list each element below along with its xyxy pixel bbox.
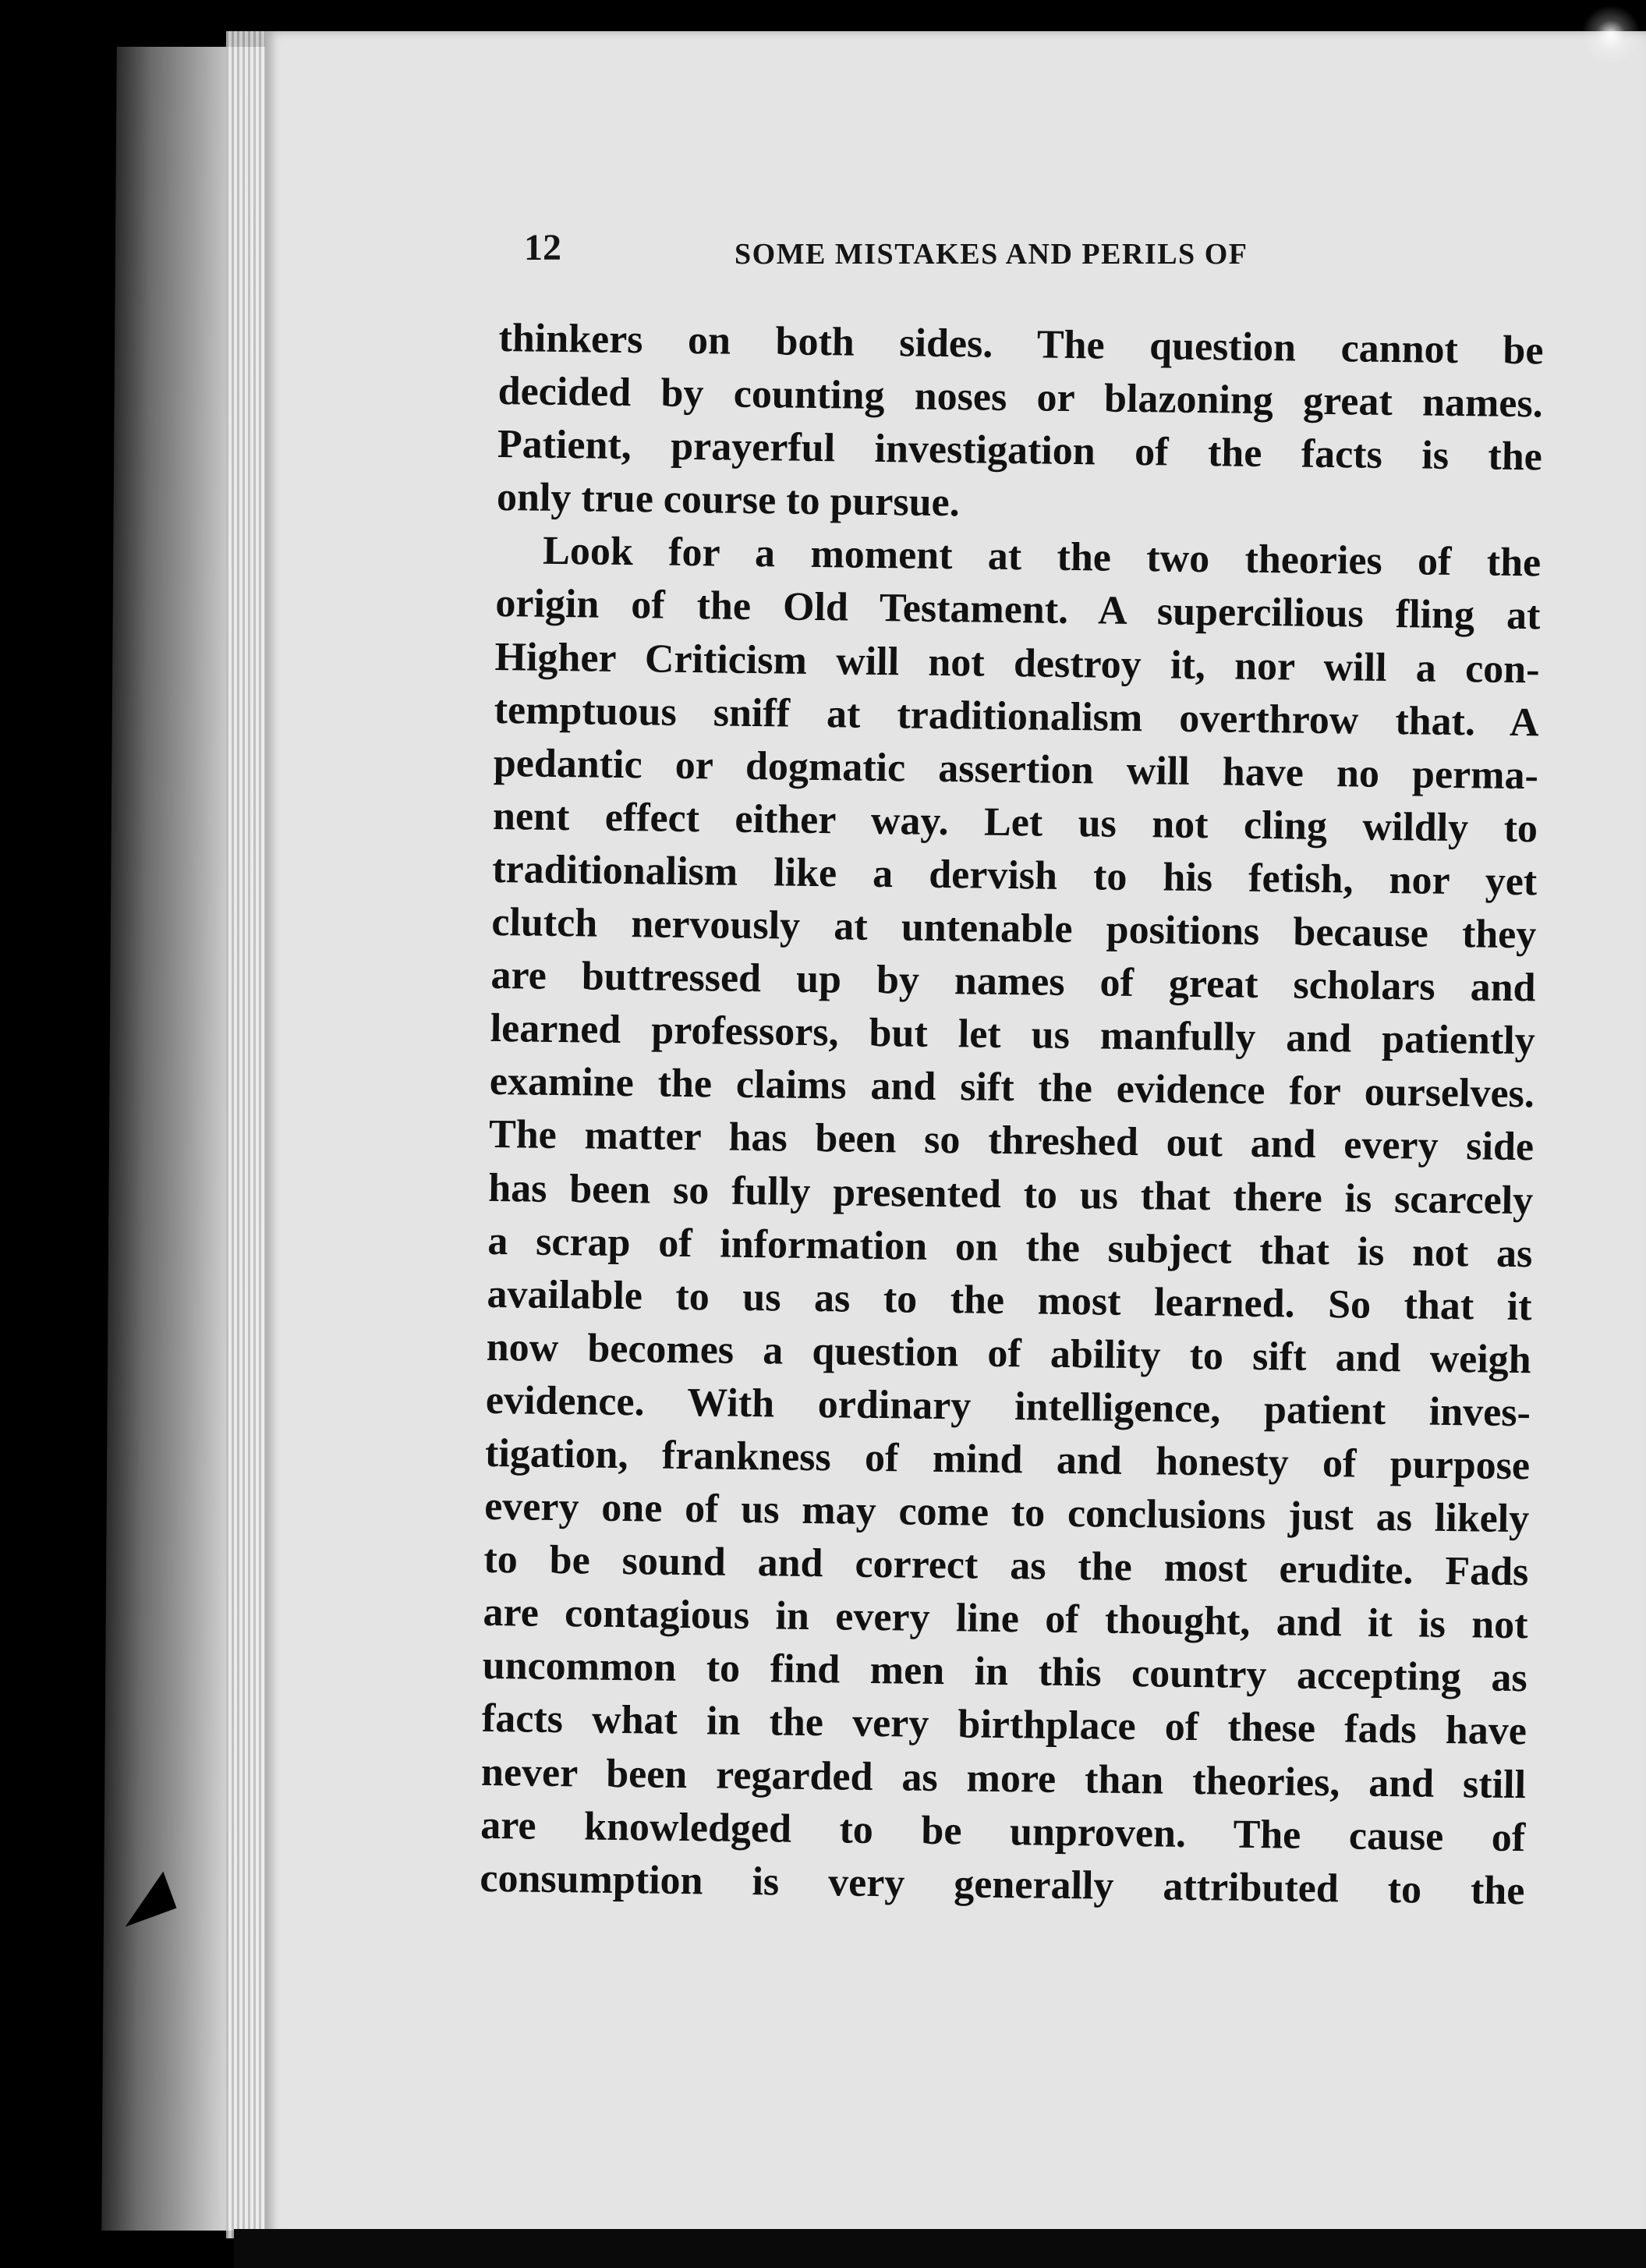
text-line: clutch nervously at untenable positions because they	[491, 899, 1537, 958]
text-line: origin of the Old Testament. A supercilious fling at	[495, 581, 1541, 639]
text-line: Look for a moment at the two theories of the	[542, 529, 1542, 586]
text-line: facts what in the very birthplace of these fads have	[481, 1696, 1527, 1754]
text-line: uncommon to find men in this country accepting as	[482, 1643, 1528, 1701]
text-line: to be sound and correct as the most erudite. Fads	[483, 1537, 1529, 1595]
text-line: The matter has been so threshed out and every side	[488, 1112, 1534, 1170]
text-line: only true course to pursue.	[496, 475, 961, 526]
text-line: Higher Criticism will not destroy it, nor will a con-	[494, 634, 1540, 692]
body-text	[480, 312, 1544, 1918]
text-line: has been so fully presented to us that there is scarcely	[487, 1165, 1534, 1223]
running-head	[524, 226, 1538, 281]
text-line: decided by counting noses or blazoning great names.	[497, 369, 1544, 427]
text-line: tigation, frankness of mind and honesty of purpose	[484, 1430, 1531, 1489]
text-line: now becomes a question of ability to sift and weigh	[486, 1324, 1532, 1383]
page-number: 12	[524, 227, 561, 268]
text-line: are contagious in every line of thought, and it is not	[483, 1590, 1528, 1648]
running-title: SOME MISTAKES AND PERILS OF	[735, 238, 1248, 271]
text-line: available to us as to the most learned. So that it	[487, 1271, 1532, 1329]
text-line: thinkers on both sides. The question cannot be	[498, 315, 1544, 374]
text-line: are buttressed up by names of great scholars and	[490, 953, 1536, 1011]
text-line: a scrap of information on the subject that is not as	[487, 1218, 1533, 1276]
text-line: evidence. With ordinary intelligence, patient inves-	[485, 1377, 1531, 1436]
text-line: traditionalism like a dervish to his fetish, nor yet	[491, 846, 1538, 905]
text-line: are knowledged to be unproven. The cause of	[480, 1802, 1526, 1860]
text-line: consumption is very generally attributed to the	[480, 1855, 1525, 1913]
text-line: pedantic or dogmatic assertion will have no perma-	[493, 740, 1539, 799]
text-line: nent effect either way. Let us not cling wildly to	[492, 793, 1538, 852]
text-line: every one of us may come to conclusions just as likely	[483, 1483, 1530, 1542]
text-line: Patient, prayerful investigation of the facts is the	[497, 422, 1543, 480]
text-line: never been regarded as more than theories, and still	[480, 1749, 1527, 1807]
bottom-shadow	[234, 2229, 1646, 2268]
text-line: examine the claims and sift the evidence for ourselves.	[489, 1059, 1535, 1117]
text-line: temptuous sniff at traditionalism overthrow that. A	[494, 687, 1540, 745]
text-line: learned professors, but let us manfully and patiently	[490, 1006, 1536, 1064]
light-flare	[1576, 0, 1646, 70]
